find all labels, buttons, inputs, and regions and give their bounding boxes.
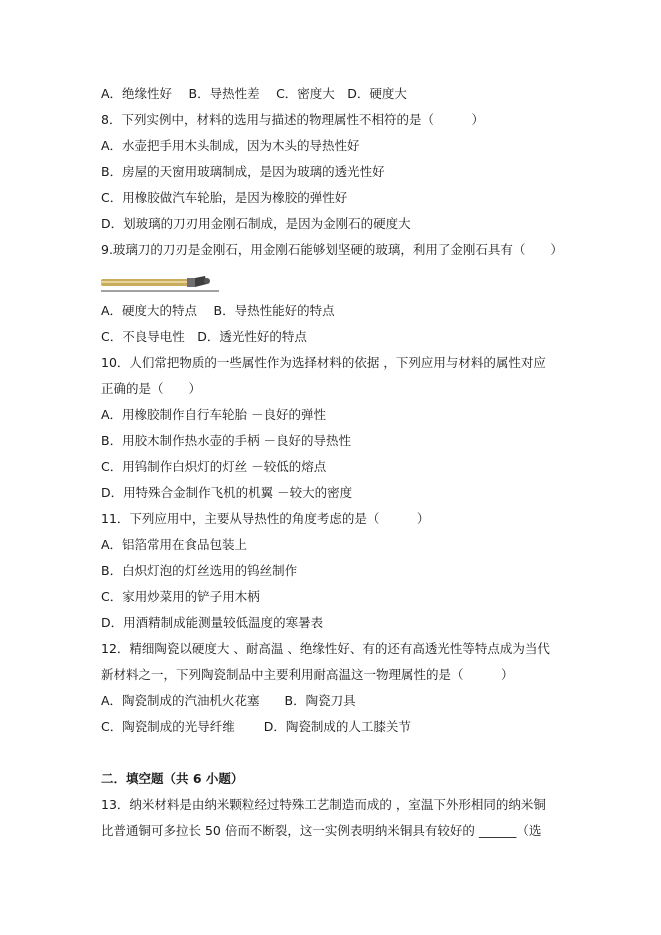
q10-option-d: D．用特殊合金制作飞机的机翼 －较大的密度 <box>101 485 353 500</box>
q9-options-ab: A．硬度大的特点 B．导热性能好的特点 <box>101 303 335 318</box>
q8-option-d: D．划玻璃的刀刃用金刚石制成，是因为金刚石的硬度大 <box>101 216 411 231</box>
section-heading: 二．填空题（共 6 小题） <box>101 771 244 786</box>
q13-stem-line2: 比普通铜可多拉长 50 倍而不断裂，这一实例表明纳米铜具有较好的 ______（选 <box>101 823 542 838</box>
q10-option-a: A．用橡胶制作自行车轮胎 －良好的弹性 <box>101 407 327 422</box>
q10-stem-line1: 10．人们常把物质的一些属性作为选择材料的依据 ，下列应用与材料的属性对应 <box>101 355 546 370</box>
q11-option-b: B．白炽灯泡的灯丝选用的钨丝制作 <box>101 563 298 578</box>
q8-option-b: B．房屋的天窗用玻璃制成，是因为玻璃的透光性好 <box>101 164 385 179</box>
q10-option-b: B．用胶木制作热水壶的手柄 －良好的导热性 <box>101 433 352 448</box>
q8-option-c: C．用橡胶做汽车轮胎，是因为橡胶的弹性好 <box>101 190 348 205</box>
q12-options-ab: A．陶瓷制成的汽油机火花塞 B．陶瓷刀具 <box>101 693 356 708</box>
q11-option-d: D．用酒精制成能测量较低温度的寒暑表 <box>101 615 324 630</box>
q13-stem-line1: 13．纳米材料是由纳米颗粒经过特殊工艺制造而成的 ，室温下外形相同的纳米铜 <box>101 797 546 812</box>
q11-stem: 11．下列应用中，主要从导热性的角度考虑的是（ ） <box>101 511 430 526</box>
q10-stem-line2: 正确的是（ ） <box>101 381 202 396</box>
q11-option-c: C．家用炒菜用的铲子用木柄 <box>101 589 260 604</box>
q11-option-a: A．铝箔常用在食品包装上 <box>101 537 248 552</box>
q10-option-c: C．用钨制作白炽灯的灯丝 －较低的熔点 <box>101 459 327 474</box>
glass-cutter-image <box>101 272 223 294</box>
q8-stem: 8．下列实例中，材料的选用与描述的物理属性不相符的是（ ） <box>101 112 484 127</box>
q8-option-a: A．水壶把手用木头制成，因为木头的导热性好 <box>101 138 360 153</box>
q9-options-cd: C．不良导电性 D．透光性好的特点 <box>101 329 307 344</box>
q12-options-cd: C．陶瓷制成的光导纤维 D．陶瓷制成的人工膝关节 <box>101 719 411 734</box>
q7-options: A．绝缘性好 B．导热性差 C．密度大 D．硬度大 <box>101 86 407 101</box>
q9-stem: 9.玻璃刀的刀刃是金刚石，用金刚石能够划坚硬的玻璃，利用了金刚石具有（ ） <box>101 242 563 257</box>
q12-stem-line1: 12．精细陶瓷以硬度大 、耐高温 、绝缘性好、有的还有高透光性等特点成为当代 <box>101 641 550 656</box>
q12-stem-line2: 新材料之一，下列陶瓷制品中主要利用耐高温这一物理属性的是（ ） <box>101 667 514 682</box>
